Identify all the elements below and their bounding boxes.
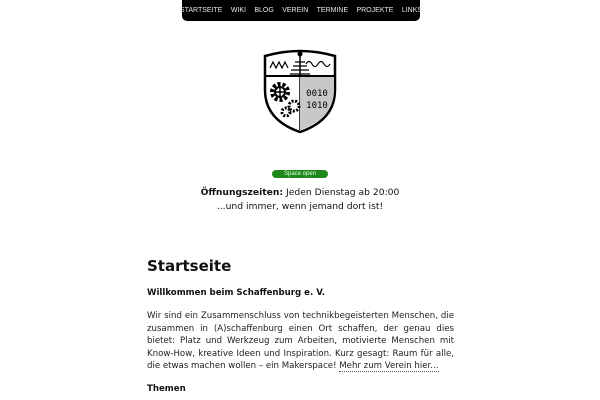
binary-text-2: 1010	[306, 101, 328, 111]
nav-item-links[interactable]: LINKS	[401, 7, 423, 14]
space-status-badge: Space open	[272, 170, 328, 178]
intro-paragraph	[147, 310, 454, 373]
main-navigation	[179, 0, 423, 21]
themes-heading: Themen	[147, 383, 186, 394]
nav-item-startseite[interactable]: STARTSEITE	[179, 7, 223, 14]
opening-hours-note: ...und immer, wenn jemand dort ist!	[216, 201, 384, 212]
opening-hours	[150, 186, 450, 214]
opening-hours-label: Öffnungszeiten:	[200, 187, 284, 198]
intro-text: Wir sind ein Zusammenschluss von technikbegeisterten Menschen, die zusammen in (A)schaffenburg einen Ort schaffen, der genau dies bietet: Platz und Werkzeug zum Arbeiten, motivierte Menschen mit Know-How, kreative Ideen und Inspiration. Kurz gesagt: Raum für alle, die etwas machen wollen – ein Makerspace!	[147, 311, 454, 372]
shield-logo-icon[interactable]	[262, 48, 338, 134]
nav-item-wiki[interactable]: WIKI	[230, 7, 246, 14]
main-content	[147, 256, 454, 394]
binary-text-1: 0010	[306, 89, 328, 99]
opening-hours-value: Jeden Dienstag ab 20:00	[283, 187, 400, 198]
nav-item-blog[interactable]: BLOG	[254, 7, 274, 14]
more-about-club-link[interactable]: Mehr zum Verein hier...	[339, 361, 439, 372]
nav-item-projekte[interactable]: PROJEKTE	[356, 7, 394, 14]
page-title: Startseite	[147, 257, 232, 275]
welcome-heading: Willkommen beim Schaffenburg e. V.	[147, 288, 326, 298]
nav-item-termine[interactable]: TERMINE	[316, 7, 349, 14]
nav-item-verein[interactable]: VEREIN	[282, 7, 309, 14]
